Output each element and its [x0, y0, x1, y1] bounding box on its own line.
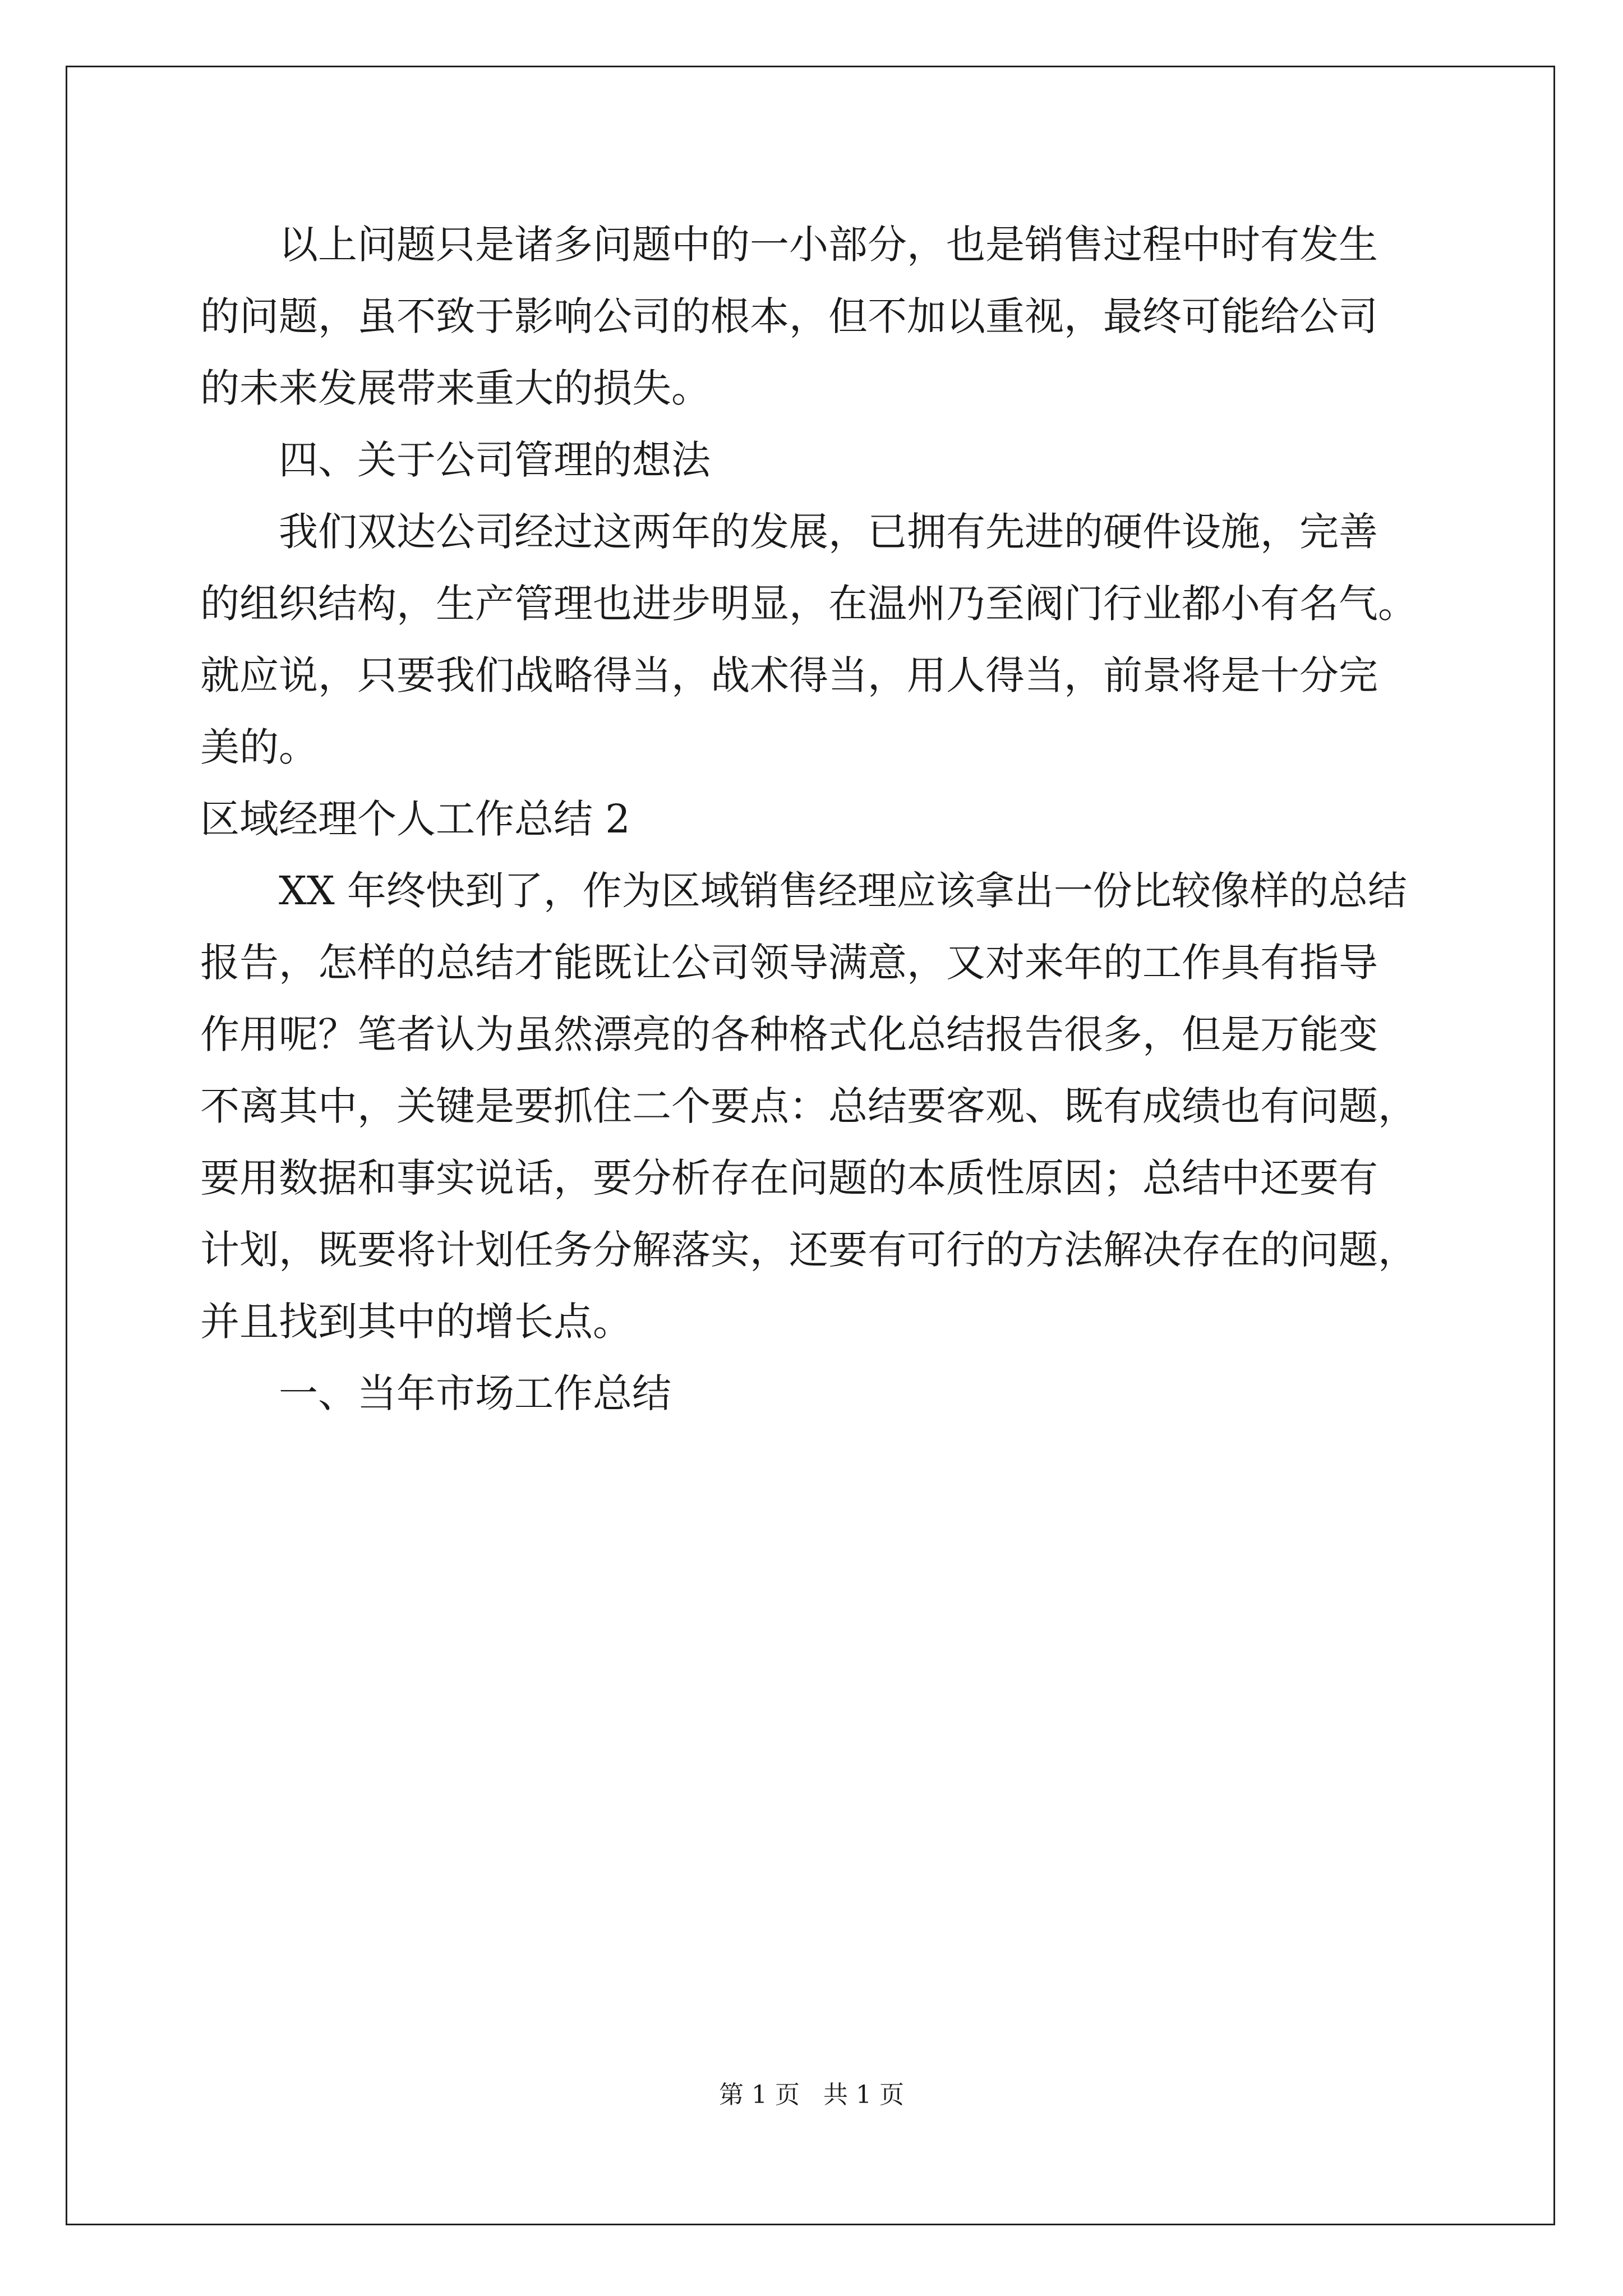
page-footer: 第 1 页 共 1 页	[719, 2081, 904, 2109]
paragraph-line: 就应说，只要我们战略得当，战术得当，用人得当，前景将是十分完	[200, 652, 1378, 698]
document-title: 区域经理个人工作总结 2	[200, 796, 630, 842]
paragraph-line: 计划，既要将计划任务分解落实，还要有可行的方法解决存在的问题，	[200, 1227, 1417, 1273]
paragraph-line: 的问题，虽不致于影响公司的根本，但不加以重视，最终可能给公司	[200, 293, 1378, 339]
paragraph-line: 美的。	[200, 724, 318, 770]
paragraph-line: 要用数据和事实说话，要分析存在问题的本质性原因；总结中还要有	[200, 1155, 1378, 1201]
paragraph-line: XX 年终快到了，作为区域销售经理应该拿出一份比较像样的总结	[279, 868, 1407, 914]
paragraph-line: 我们双达公司经过这两年的发展，已拥有先进的硬件设施，完善	[279, 509, 1378, 555]
paragraph-line: 的未来发展带来重大的损失。	[200, 365, 711, 411]
paragraph-line: 不离其中，关键是要抓住二个要点：总结要客观、既有成绩也有问题，	[200, 1083, 1417, 1129]
document-body	[200, 209, 1462, 1429]
paragraph-line: 的组织结构，生产管理也进步明显，在温州乃至阀门行业都小有名气。	[200, 581, 1417, 627]
paragraph-line: 以上问题只是诸多问题中的一小部分，也是销售过程中时有发生	[279, 222, 1378, 268]
paragraph-line: 作用呢？笔者认为虽然漂亮的各种格式化总结报告很多，但是万能变	[200, 1011, 1378, 1057]
paragraph-line: 报告，怎样的总结才能既让公司领导满意，又对来年的工作具有指导	[200, 940, 1378, 986]
section-heading: 一、当年市场工作总结	[279, 1370, 671, 1416]
section-heading: 四、关于公司管理的想法	[279, 437, 711, 483]
paragraph-line: 并且找到其中的增长点。	[200, 1299, 632, 1345]
